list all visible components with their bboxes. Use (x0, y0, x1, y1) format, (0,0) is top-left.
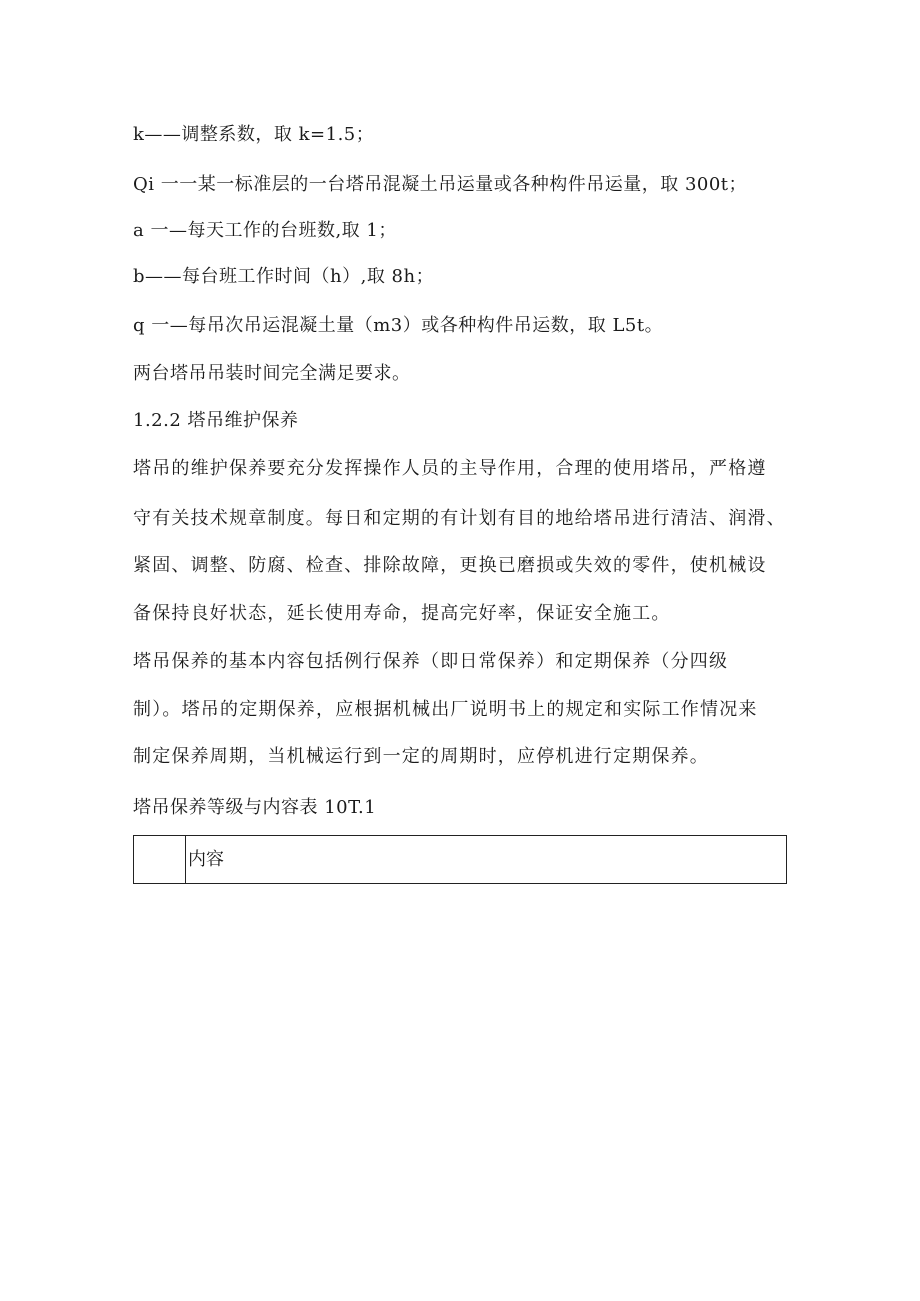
paragraph2-line: 制）。塔吊的定期保养，应根据机械出厂说明书上的规定和实际工作情况来 (133, 699, 758, 720)
paragraph2-line: 制定保养周期，当机械运行到一定的周期时，应停机进行定期保养。 (133, 746, 709, 767)
definition-a: a 一—每天工作的台班数,取 1； (133, 220, 397, 241)
paragraph1-line: 守有关技术规章制度。每日和定期的有计划有目的地给塔吊进行清洁、润滑、 (133, 508, 786, 529)
paragraph2-line: 塔吊保养的基本内容包括例行保养（即日常保养）和定期保养（分四级 (133, 651, 729, 672)
section-heading: 1.2.2 塔吊维护保养 (133, 410, 299, 431)
maintenance-table (133, 835, 787, 884)
paragraph1-line: 塔吊的维护保养要充分发挥操作人员的主导作用，合理的使用塔吊，严格遵 (133, 458, 767, 479)
conclusion-text: 两台塔吊吊装时间完全满足要求。 (133, 363, 411, 384)
definition-b: b——每台班工作时间（h）,取 8h； (133, 266, 435, 287)
definition-q: q 一—每吊次吊运混凝土量（m3）或各种构件吊运数，取 L5t。 (133, 315, 664, 336)
definition-k: k——调整系数，取 k=1.5； (133, 124, 375, 145)
paragraph1-line: 备保持良好状态，延长使用寿命，提高完好率，保证安全施工。 (133, 603, 671, 624)
table-header-content: 内容 (188, 849, 224, 870)
table-header-cell (134, 836, 186, 883)
paragraph1-line: 紧固、调整、防腐、检查、排除故障，更换已磨损或失效的零件，使机械设 (133, 555, 767, 576)
table-caption: 塔吊保养等级与内容表 10T.1 (133, 797, 377, 818)
definition-qi: Qi 一一某一标准层的一台塔吊混凝土吊运量或各种构件吊运量，取 300t； (133, 174, 748, 195)
